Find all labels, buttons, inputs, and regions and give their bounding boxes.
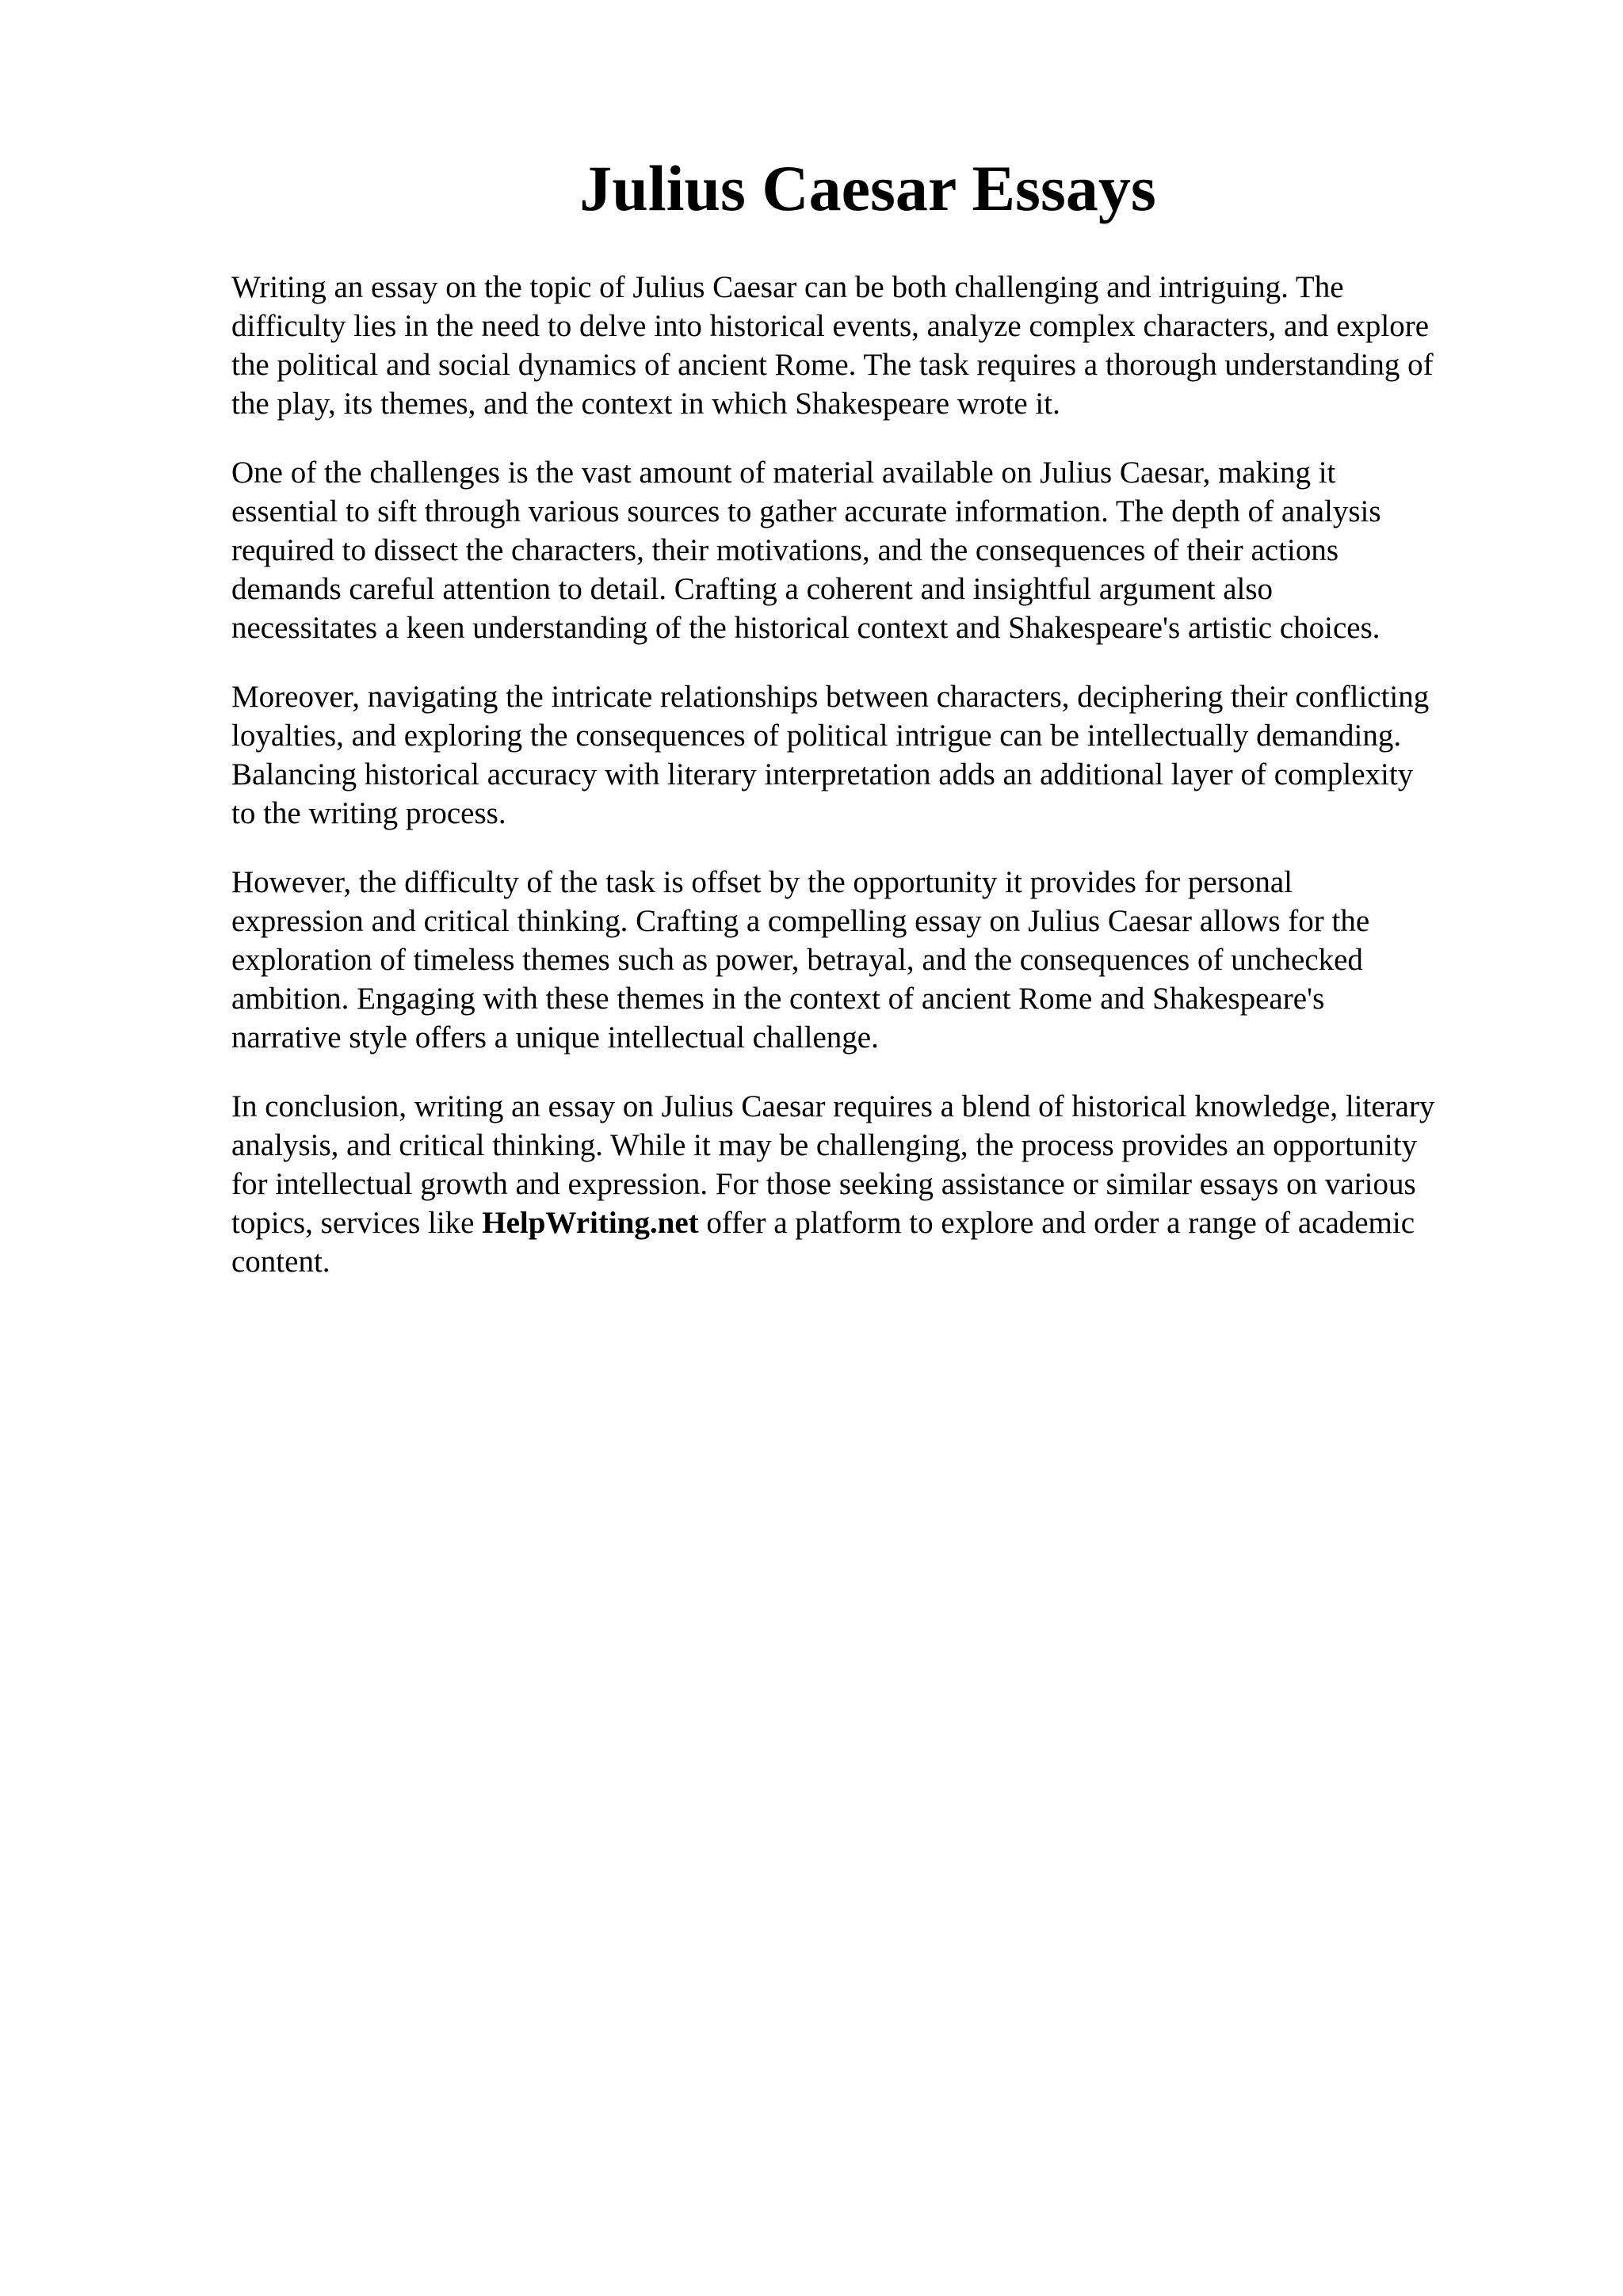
text-line: However, the difficulty of the task is offset by the opportunity it provides for personal xyxy=(231,865,1293,899)
text-line: Writing an essay on the topic of Julius Caesar can be both challenging and intriguing. The xyxy=(231,270,1344,304)
text-line: In conclusion, writing an essay on Julius Caesar requires a blend of historical knowledge, literary xyxy=(231,1089,1435,1123)
text-line: exploration of timeless themes such as power, betrayal, and the consequences of unchecked xyxy=(231,943,1363,977)
text-line: content. xyxy=(231,1245,330,1279)
link-line-before: topics, services like xyxy=(231,1206,483,1240)
paragraph-3 xyxy=(231,677,1531,833)
text-line: Moreover, navigating the intricate relationships between characters, deciphering their conflicting xyxy=(231,680,1430,714)
paragraph-1 xyxy=(231,268,1531,423)
text-line: the play, its themes, and the context in which Shakespeare wrote it. xyxy=(231,387,1060,421)
paragraph-2 xyxy=(231,453,1531,647)
essay-body xyxy=(231,268,1531,1311)
paragraph-5 xyxy=(231,1087,1531,1281)
text-line: analysis, and critical thinking. While it may be challenging, the process provides an opportunity xyxy=(231,1128,1418,1162)
text-line: for intellectual growth and expression. For those seeking assistance or similar essays on various xyxy=(231,1167,1416,1201)
text-line: demands careful attention to detail. Crafting a coherent and insightful argument also xyxy=(231,572,1274,606)
text-line: expression and critical thinking. Crafting a compelling essay on Julius Caesar allows for the xyxy=(231,904,1370,938)
paragraph-4 xyxy=(231,863,1531,1057)
page-title: Julius Caesar Essays xyxy=(579,152,1156,224)
text-line: the political and social dynamics of ancient Rome. The task requires a thorough understanding of xyxy=(231,348,1434,382)
link-line-after: offer a platform to explore and order a range of academic xyxy=(698,1206,1415,1240)
text-line: difficulty lies in the need to delve into historical events, analyze complex characters, and explore xyxy=(231,309,1430,343)
text-line: required to dissect the characters, their motivations, and the consequences of their actions xyxy=(231,533,1339,567)
text-line: loyalties, and exploring the consequences of political intrigue can be intellectually demanding. xyxy=(231,719,1402,753)
text-line: Balancing historical accuracy with literary interpretation adds an additional layer of complexity xyxy=(231,757,1414,791)
text-line-with-link xyxy=(231,1203,1531,1242)
text-line: to the writing process. xyxy=(231,796,506,830)
text-line: essential to sift through various sources to gather accurate information. The depth of analysis xyxy=(231,494,1381,528)
text-line: One of the challenges is the vast amount of material available on Julius Caesar, making it xyxy=(231,456,1336,490)
text-line: narrative style offers a unique intellectual challenge. xyxy=(231,1020,879,1055)
helpwriting-link[interactable]: HelpWriting.net xyxy=(482,1206,699,1240)
text-line: necessitates a keen understanding of the historical context and Shakespeare's artistic choices. xyxy=(231,611,1381,645)
text-line: ambition. Engaging with these themes in the context of ancient Rome and Shakespeare's xyxy=(231,982,1325,1016)
